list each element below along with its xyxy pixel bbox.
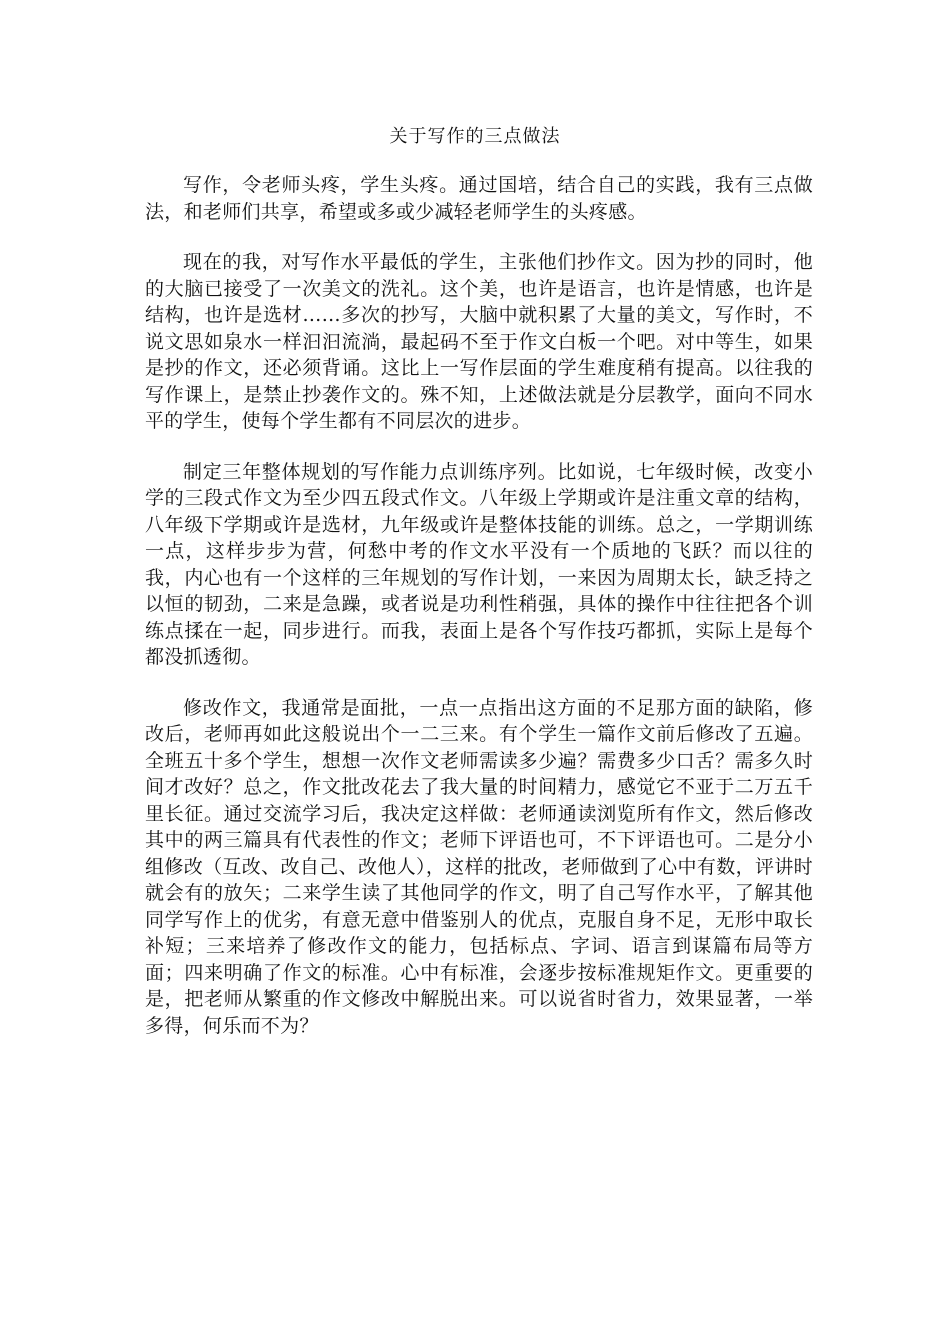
paragraph-copying-method: 现在的我，对写作水平最低的学生，主张他们抄作文。因为抄的同时，他的大脑已接受了一次美文的洗礼。这个美，也许是语言，也许是情感，也许是结构，也许是选材……多次的抄写，大脑中就积累了大量的美文，写作时，不说文思如泉水一样汩汩流淌，最起码不至于作文白板一个吧。对中等生，如果是抄的作文，还必须背诵。这比上一写作层面的学生难度稍有提高。以往我的写作课上，是禁止抄袭作文的。殊不知，上述做法就是分层教学，面向不同水平的学生，使每个学生都有不同层次的进步。 — [145, 251, 813, 432]
paragraph-intro: 写作，令老师头疼，学生头疼。通过国培，结合自己的实践，我有三点做法，和老师们共享，希望或多或少减轻老师学生的头疼感。 — [145, 174, 813, 223]
document-title: 关于写作的三点做法 — [389, 126, 561, 147]
paragraph-revision-method: 修改作文，我通常是面批，一点一点指出这方面的不足那方面的缺陷，修改后，老师再如此这般说出个一二三来。有个学生一篇作文前后修改了五遍。全班五十多个学生，想想一次作文老师需读多少遍？需费多少口舌？需多久时间才改好？总之，作文批改花去了我大量的时间精力，感觉它不亚于二万五千里长征。通过交流学习后，我决定这样做：老师通读浏览所有作文，然后修改其中的两三篇具有代表性的作文；老师下评语也可，不下评语也可。二是分小组修改（互改、改自己、改他人），这样的批改，老师做到了心中有数，评讲时就会有的放矢；二来学生读了其他同学的作文，明了自己写作水平，了解其他同学写作上的优劣，有意无意中借鉴别人的优点，克服自身不足，无形中取长补短；三来培养了修改作文的能力，包括标点、字词、语言到谋篇布局等方面；四来明确了作文的标准。心中有标准，会逐步按标准规矩作文。更重要的是，把老师从繁重的作文修改中解脱出来。可以说省时省力，效果显著，一举多得，何乐而不为？ — [145, 696, 813, 1037]
document-body — [145, 172, 813, 1063]
paragraph-three-year-plan: 制定三年整体规划的写作能力点训练序列。比如说，七年级时候，改变小学的三段式作文为至少四五段式作文。八年级上学期或许是注重文章的结构，八年级下学期或许是选材，九年级或许是整体技能的训练。总之，一学期训练一点，这样步步为营，何愁中考的作文水平没有一个质地的飞跃？而以往的我，内心也有一个这样的三年规划的写作计划，一来因为周期太长，缺乏持之以恒的韧劲，二来是急躁，或者说是功利性稍强，具体的操作中往往把各个训练点揉在一起，同步进行。而我，表面上是各个写作技巧都抓，实际上是每个都没抓透彻。 — [145, 460, 813, 668]
